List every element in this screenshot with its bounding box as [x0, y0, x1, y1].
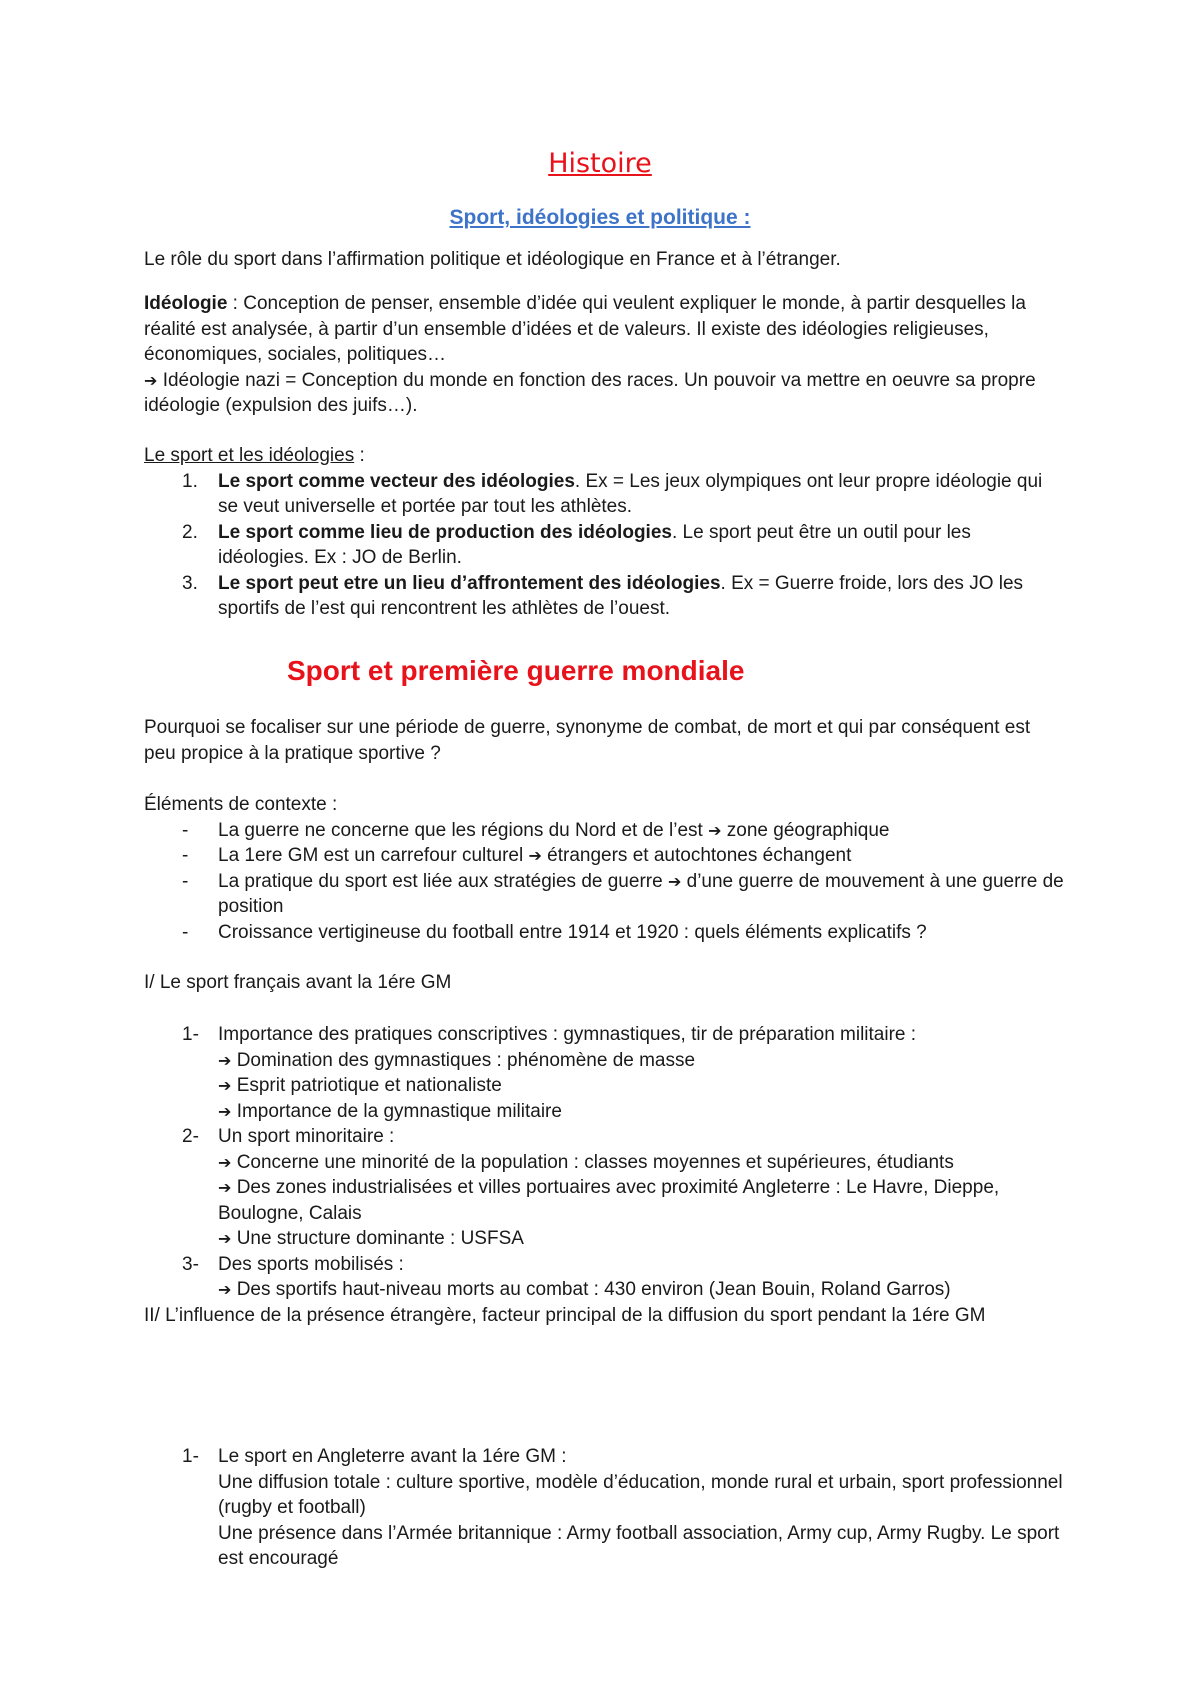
list-item-text: Le sport en Angleterre avant la 1ére GM :	[218, 1446, 567, 1467]
right-arrow-icon: ➔	[218, 1178, 232, 1197]
list-item-text: . Ex = Guerre froide, lors des JO les sportifs de l’est qui rencontrent les athlètes de l’ouest.	[218, 572, 1024, 619]
list-number: 2.	[182, 521, 198, 543]
list-item	[144, 920, 1064, 946]
list-item-text: Importance des pratiques conscriptives : gymnastiques, tir de préparation militaire :	[218, 1024, 917, 1045]
sub-line: Une diffusion totale : culture sportive, modèle d’éducation, monde rural et urbain, sport professionnel (rugby et football)	[218, 1471, 1063, 1518]
context-text: La guerre ne concerne que les régions du Nord et de l’est	[218, 819, 709, 841]
context-list	[144, 818, 1064, 946]
question-text: Pourquoi se focaliser sur une période de guerre, synonyme de combat, de mort et qui par conséquent est peu propice à la pratique sportive ?	[144, 717, 1031, 764]
part1-heading-block	[144, 970, 1064, 996]
sub-text: Domination des gymnastiques : phénomène de masse	[236, 1049, 696, 1071]
definition-term: Idéologie	[144, 293, 228, 314]
dash-bullet: -	[182, 870, 189, 892]
sub-line	[218, 1048, 1064, 1074]
part1-section	[144, 1022, 1064, 1328]
context-result: étrangers et autochtones échangent	[541, 845, 852, 866]
definition-paragraph	[144, 291, 1064, 419]
sub-text: Concerne une minorité de la population : classes moyennes et supérieures, étudiants	[236, 1151, 954, 1173]
list-number: 1-	[182, 1024, 199, 1045]
list-item	[144, 571, 1064, 622]
list-item-bold: Le sport peut etre un lieu d’affrontement des idéologies	[218, 572, 721, 594]
sub-line	[218, 1277, 1064, 1303]
right-arrow-icon: ➔	[144, 370, 158, 390]
list-item	[144, 520, 1064, 571]
question-paragraph	[144, 715, 1064, 766]
list-item	[144, 869, 1064, 920]
list-item	[144, 1252, 1064, 1303]
right-arrow-icon: ➔	[218, 1152, 232, 1172]
section-heading: Sport et première guerre mondiale	[287, 655, 745, 686]
ideologies-section	[144, 443, 1064, 622]
list-item-bold: Le sport comme lieu de production des idéologies	[218, 521, 672, 543]
sub-line	[218, 1099, 1064, 1125]
sub-text: Une structure dominante : USFSA	[236, 1228, 524, 1249]
list-number: 3.	[182, 572, 198, 594]
context-text: La 1ere GM est un carrefour culturel	[218, 845, 529, 866]
context-result: zone géographique	[721, 819, 890, 841]
list-item-bold: Le sport comme vecteur des idéologies	[218, 470, 575, 492]
part2-section	[144, 1444, 1064, 1572]
ideologies-list	[144, 469, 1064, 622]
context-heading: Éléments de contexte :	[144, 794, 338, 815]
list-number: 3-	[182, 1253, 199, 1275]
definition-arrow-line	[144, 368, 1064, 419]
part1-list	[144, 1022, 1064, 1303]
list-item	[144, 1124, 1064, 1252]
intro-paragraph	[144, 247, 1064, 273]
right-arrow-icon: ➔	[218, 1280, 232, 1299]
list-item	[144, 843, 1064, 869]
sub-text: Esprit patriotique et nationaliste	[236, 1075, 502, 1096]
sub-line: Une présence dans l’Armée britannique : Army football association, Army cup, Army Rugby. Le sport est encouragé	[218, 1522, 1060, 1569]
context-result: d’une guerre de mouvement à une guerre de position	[218, 870, 1064, 917]
ideologies-heading-suffix: :	[354, 445, 365, 466]
right-arrow-icon: ➔	[708, 820, 722, 840]
definition-body: : Conception de penser, ensemble d’idée qui veulent expliquer le monde, à partir desquelles la réalité est analysée, à partir d’un ensemble d’idées et de valeurs. Il existe des idéologies religieuses, économiques, sociales, politiques…	[144, 293, 1026, 365]
sub-line	[218, 1226, 1064, 1252]
sub-text: Importance de la gymnastique militaire	[236, 1100, 562, 1122]
list-item-text: Des sports mobilisés :	[218, 1253, 404, 1275]
dash-bullet: -	[182, 921, 189, 943]
definition-arrow-text: Idéologie nazi = Conception du monde en fonction des races. Un pouvoir va mettre en oeuvre sa propre idéologie (expulsion des juifs…).	[144, 369, 1036, 416]
list-item	[144, 818, 1064, 844]
ideologies-heading: Le sport et les idéologies	[144, 445, 355, 466]
list-number: 2-	[182, 1126, 199, 1147]
right-arrow-icon: ➔	[218, 1050, 232, 1070]
dash-bullet: -	[182, 819, 189, 841]
list-number: 1-	[182, 1446, 199, 1467]
context-text: La pratique du sport est liée aux stratégies de guerre	[218, 870, 668, 892]
part1-heading: I/ Le sport français avant la 1ére GM	[144, 972, 452, 993]
right-arrow-icon: ➔	[667, 871, 682, 891]
sub-text: Des sportifs haut-niveau morts au combat : 430 environ (Jean Bouin, Roland Garros)	[236, 1279, 951, 1300]
list-item	[144, 469, 1064, 520]
list-item-text: . Ex = Les jeux olympiques ont leur propre idéologie qui se veut universelle et portée par tout les athlètes.	[218, 470, 1043, 517]
list-item	[144, 1444, 1064, 1572]
part2-heading: II/ L’influence de la présence étrangère, facteur principal de la diffusion du sport pendant la 1ére GM	[144, 1304, 986, 1326]
sub-line	[218, 1175, 1064, 1226]
context-section	[144, 792, 1064, 945]
right-arrow-icon: ➔	[528, 846, 542, 865]
list-item-text: Un sport minoritaire :	[218, 1126, 395, 1147]
part2-list	[144, 1444, 1064, 1572]
intro-text: Le rôle du sport dans l’affirmation politique et idéologique en France et à l’étranger.	[144, 249, 841, 270]
sub-text: Des zones industrialisées et villes portuaires avec proximité Angleterre : Le Havre, Dieppe, Boulogne, Calais	[218, 1177, 1000, 1224]
definition-text	[144, 291, 1064, 368]
context-text: Croissance vertigineuse du football entre 1914 et 1920 : quels éléments explicatifs ?	[218, 921, 927, 943]
list-number: 1.	[182, 470, 198, 492]
right-arrow-icon: ➔	[218, 1101, 232, 1121]
sub-line	[218, 1073, 1064, 1099]
list-item	[144, 1022, 1064, 1124]
right-arrow-icon: ➔	[218, 1229, 232, 1248]
sub-line	[218, 1150, 1064, 1176]
ideologies-heading-line	[144, 443, 1064, 469]
list-item-text: . Le sport peut être un outil pour les idéologies. Ex : JO de Berlin.	[218, 521, 971, 568]
page-title: Histoire	[548, 148, 652, 179]
page-subtitle: Sport, idéologies et politique :	[449, 206, 751, 229]
dash-bullet: -	[182, 845, 189, 866]
right-arrow-icon: ➔	[218, 1076, 232, 1095]
